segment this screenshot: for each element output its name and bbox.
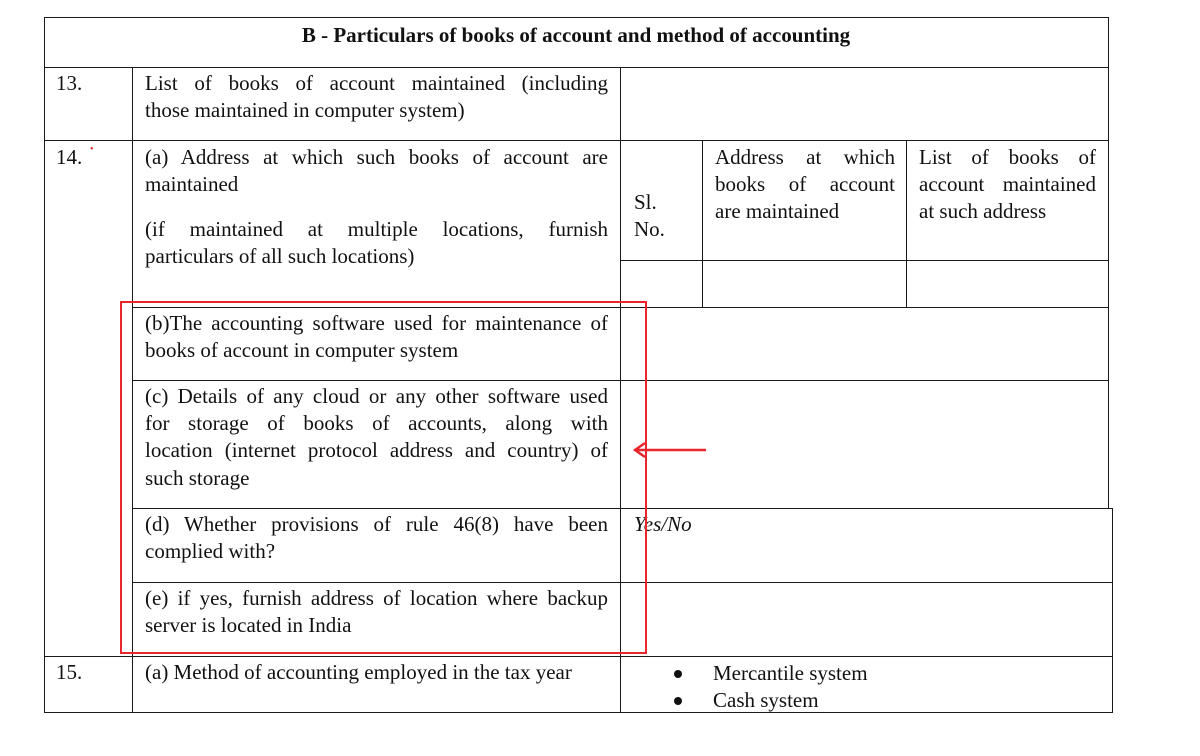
books-list-header-line: List of books of (919, 145, 1096, 169)
address-header-line: are maintained (715, 199, 840, 223)
row-14b-line: (b)The accounting software used for maintenance of (145, 311, 608, 335)
row-14c-line: location (internet protocol address and country) of (145, 438, 608, 462)
option-cash: Cash system (713, 688, 819, 712)
row-13-line: List of books of account maintained (including (145, 71, 608, 95)
row-15a-description: (a) Method of accounting employed in the tax year (145, 660, 572, 684)
bullet-icon (674, 670, 682, 678)
row-14a-line: (a) Address at which such books of account are (145, 145, 608, 169)
grid-line (44, 67, 1109, 68)
row-14a-line: (if maintained at multiple locations, furnish (145, 217, 608, 241)
row-14c-line: for storage of books of accounts, along with (145, 411, 608, 435)
grid-line (44, 17, 1109, 18)
row-14c-line: (c) Details of any cloud or any other software used (145, 384, 608, 408)
grid-line (1112, 508, 1113, 713)
row-14a-line: maintained (145, 172, 239, 196)
red-mark-dot: • (90, 144, 94, 155)
row-13-line: those maintained in computer system) (145, 98, 465, 122)
books-list-header-line: account maintained (919, 172, 1096, 196)
books-list-header-line: at such address (919, 199, 1047, 223)
bullet-icon (674, 697, 682, 705)
yes-no-answer: Yes/No (634, 512, 692, 536)
grid-line (1108, 17, 1109, 509)
sl-no-header-line: Sl. (634, 190, 657, 214)
left-arrow-icon (630, 439, 710, 461)
highlight-box (120, 301, 647, 654)
sl-no-header-line: No. (634, 217, 665, 241)
grid-line (44, 712, 1113, 713)
row-14e-line: server is located in India (145, 613, 352, 637)
grid-line (44, 140, 1109, 141)
row-14d-line: complied with? (145, 539, 276, 563)
grid-line (44, 17, 45, 713)
option-mercantile: Mercantile system (713, 661, 868, 685)
row-14a-line: particulars of all such locations) (145, 244, 415, 268)
address-header-line: Address at which (715, 145, 895, 169)
row-14-number: 14. (56, 145, 83, 169)
row-14b-line: books of account in computer system (145, 338, 459, 362)
grid-line (620, 260, 1109, 261)
row-13-number: 13. (56, 71, 83, 95)
grid-line (702, 140, 703, 308)
row-15-number: 15. (56, 660, 83, 684)
address-header-line: books of account (715, 172, 895, 196)
grid-line (44, 656, 1113, 657)
row-14c-line: such storage (145, 466, 250, 490)
grid-line (906, 140, 907, 308)
row-14e-line: (e) if yes, furnish address of location where backup (145, 586, 608, 610)
row-14d-line: (d) Whether provisions of rule 46(8) have been (145, 512, 608, 536)
section-title: B - Particulars of books of account and method of accounting (301, 23, 851, 47)
